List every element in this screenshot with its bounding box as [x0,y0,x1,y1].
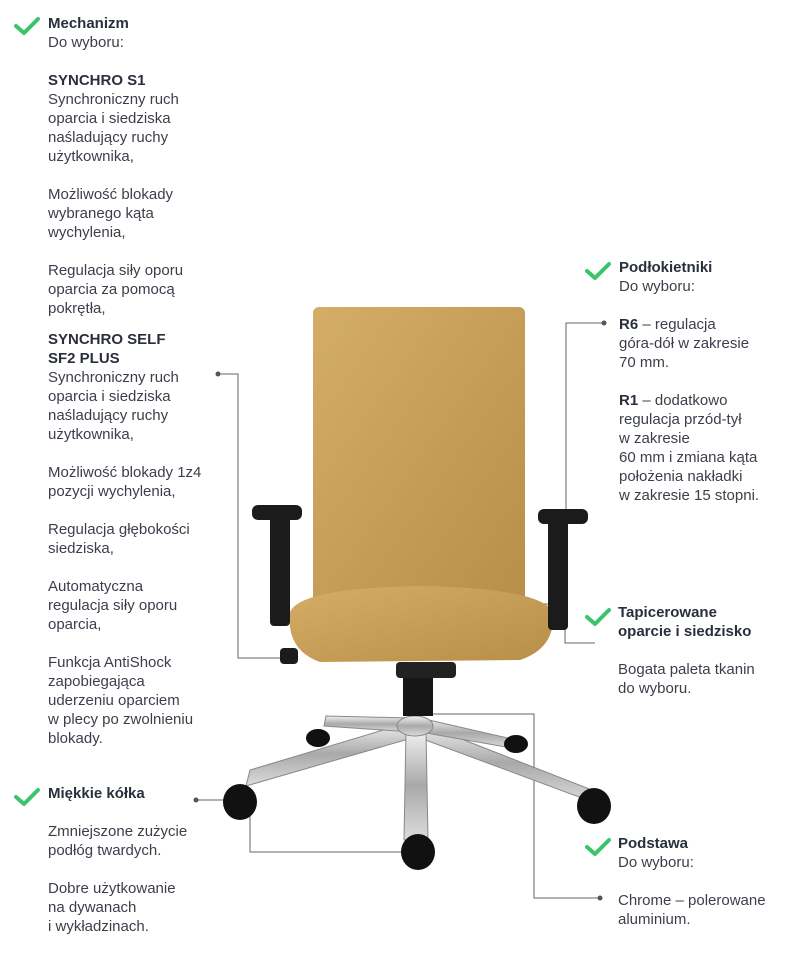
r6-code: R6 [619,316,639,333]
self-item: Regulacja głębokości siedziska, [48,521,190,557]
check-icon [584,836,612,858]
upholstery-section [618,603,792,698]
mechanism-section [48,14,248,748]
s1-item: Regulacja siły oporu oparcia za pomocą pokrętła, [48,262,184,317]
base-section [618,834,792,929]
armrest-r1-option [619,391,791,505]
mechanism-subtitle: Do wyboru: [48,34,124,51]
r1-text: – dodatkowo regulacja przód-tył w zakresie 60 mm i zmiana kąta położenia nakładki w zakresie 15 stopni. [619,392,760,504]
wheels-item: Zmniejszone zużycie podłóg twardych. [48,823,188,859]
check-icon [13,15,41,37]
self-item: Funkcja AntiShock zapobiegająca uderzeniu oparciem w plecy po zwolnieniu blokady. [48,654,194,747]
upholstery-title: Tapicerowane oparcie i siedzisko [618,604,752,640]
armrest-r6-option [619,315,791,372]
check-icon [584,606,612,628]
synchro-s1-title: SYNCHRO S1 [48,72,146,89]
upholstery-text: Bogata paleta tkanin do wyboru. [618,661,755,697]
r6-text: – regulacja góra-dół w zakresie 70 mm. [619,316,750,371]
self-item: Możliwość blokady 1z4 pozycji wychylenia, [48,464,202,500]
armrests-section [619,258,791,505]
self-item: Synchroniczny ruch oparcia i siedziska naśladujący ruchy użytkownika, [48,369,179,443]
armrests-title: Podłokietniki [619,259,713,276]
s1-item: Możliwość blokady wybranego kąta wychylenia, [48,186,174,241]
base-title: Podstawa [618,835,689,852]
self-item: Automatyczna regulacja siły oporu oparcia, [48,578,178,633]
armrests-subtitle: Do wyboru: [619,278,695,295]
wheels-item: Dobre użytkowanie na dywanach i wykładzinach. [48,880,176,935]
wheels-title: Miękkie kółka [48,785,145,802]
base-text: Chrome – polerowane aluminium. [618,892,766,928]
synchro-self-title: SYNCHRO SELF SF2 PLUS [48,331,166,367]
mechanism-title: Mechanizm [48,15,129,32]
r1-code: R1 [619,392,639,409]
check-icon [584,260,612,282]
check-icon [13,786,41,808]
wheels-section [48,784,238,936]
s1-item: Synchroniczny ruch oparcia i siedziska naśladujący ruchy użytkownika, [48,91,179,165]
base-subtitle: Do wyboru: [618,854,694,871]
